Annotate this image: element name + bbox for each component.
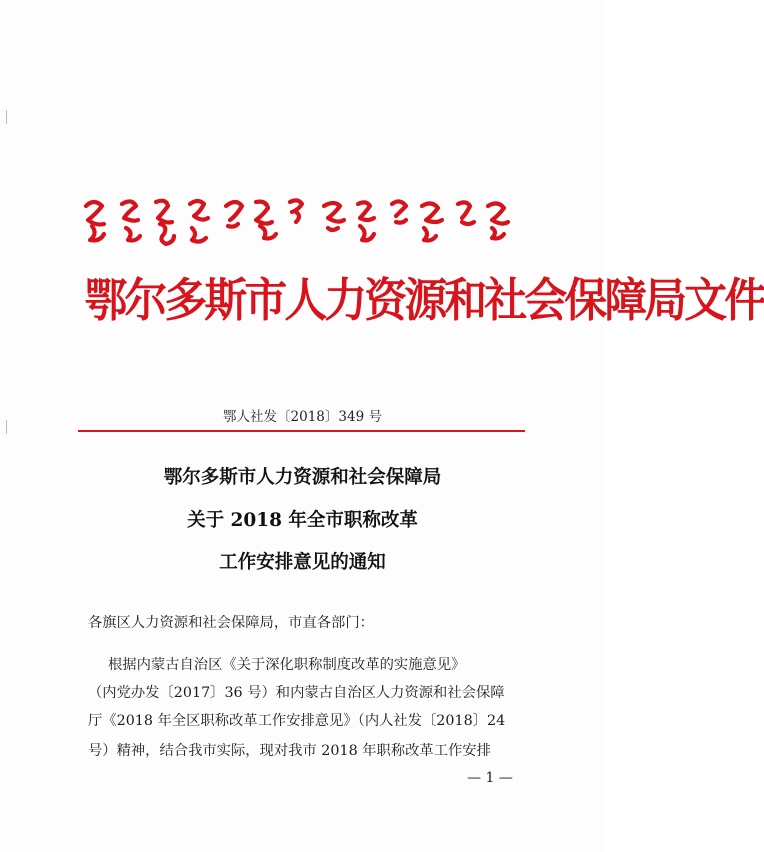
- scan-artifact: [6, 420, 7, 434]
- body-line: 厅《2018 年全区职称改革工作安排意见》（内人社发〔2018〕24: [88, 713, 506, 729]
- body-line: （内党办发〔2017〕36 号）和内蒙古自治区人力资源和社会保障: [88, 685, 505, 701]
- document-title-line-2: 关于 2018 年全市职称改革: [187, 510, 418, 531]
- scan-artifact: [6, 110, 7, 124]
- document-number: 鄂人社发〔2018〕349 号: [223, 409, 382, 425]
- document-title-line-3: 工作安排意见的通知: [219, 552, 386, 573]
- issuer-heading: 鄂尔多斯市人力资源和社会保障局文件: [84, 273, 764, 327]
- red-divider-line: [78, 430, 525, 432]
- mongolian-script-graphic: [78, 192, 524, 252]
- page-number: — 1 —: [467, 770, 513, 786]
- salutation: 各旗区人力资源和社会保障局，市直各部门：: [88, 615, 374, 631]
- mongolian-script-header: [78, 192, 524, 252]
- body-line: 号）精神，结合我市实际，现对我市 2018 年职称改革工作安排: [88, 743, 491, 759]
- document-title-line-1: 鄂尔多斯市人力资源和社会保障局: [163, 467, 442, 488]
- body-line: 根据内蒙古自治区《关于深化职称制度改革的实施意见》: [108, 657, 466, 673]
